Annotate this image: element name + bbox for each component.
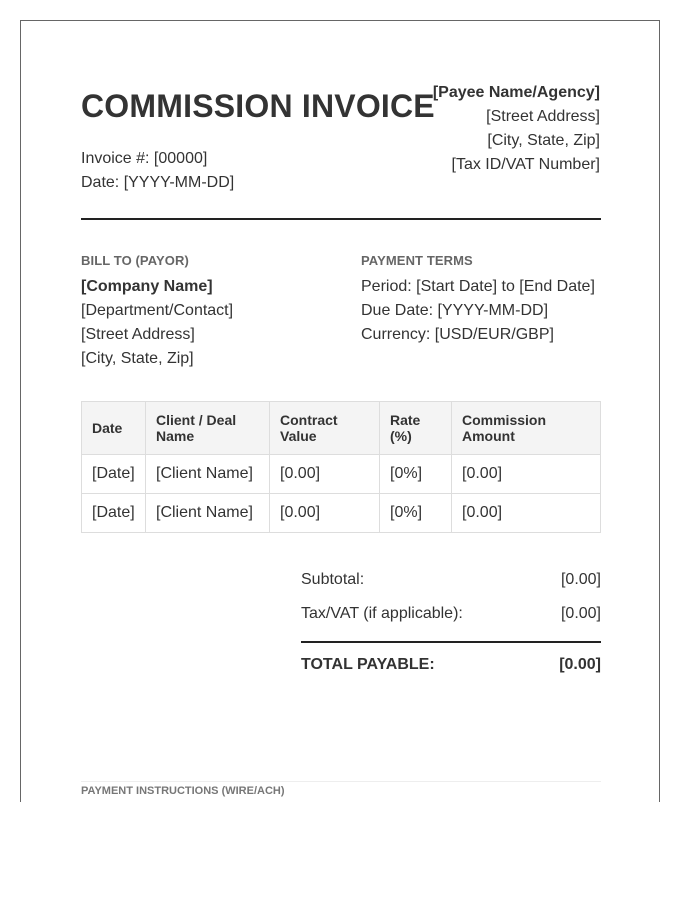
cell-date: [Date] bbox=[82, 455, 146, 494]
subtotal-label: Subtotal: bbox=[301, 571, 365, 588]
tax-label: Tax/VAT (if applicable): bbox=[301, 605, 463, 622]
tax-row bbox=[301, 605, 601, 625]
bill-to-city: [City, State, Zip] bbox=[81, 350, 194, 367]
tax-value: [0.00] bbox=[560, 605, 601, 622]
bill-to-street: [Street Address] bbox=[81, 326, 195, 343]
bill-to-block bbox=[81, 275, 233, 371]
cell-rate: [0%] bbox=[380, 455, 452, 494]
total-divider bbox=[301, 641, 601, 643]
cell-client: [Client Name] bbox=[146, 494, 270, 533]
payee-block bbox=[433, 81, 600, 177]
invoice-date: Date: [YYYY-MM-DD] bbox=[81, 174, 235, 191]
footer-divider bbox=[81, 781, 601, 782]
column-header-rate: Rate (%) bbox=[380, 402, 452, 455]
cell-commission: [0.00] bbox=[452, 455, 601, 494]
bill-to-department: [Department/Contact] bbox=[81, 302, 234, 319]
table-row bbox=[82, 494, 601, 533]
cell-contract-value: [0.00] bbox=[270, 455, 380, 494]
payment-terms-block bbox=[361, 275, 595, 347]
invoice-number: Invoice #: [00000] bbox=[81, 150, 208, 167]
column-header-date: Date bbox=[82, 402, 146, 455]
payee-city: [City, State, Zip] bbox=[487, 132, 600, 149]
table-row bbox=[82, 455, 601, 494]
column-header-contract-value: Contract Value bbox=[270, 402, 380, 455]
invoice-title: COMMISSION INVOICE bbox=[81, 88, 435, 124]
bill-to-label: BILL TO (PAYOR) bbox=[81, 253, 189, 268]
column-header-commission: Commission Amount bbox=[452, 402, 601, 455]
cell-date: [Date] bbox=[82, 494, 146, 533]
bill-to-company: [Company Name] bbox=[81, 278, 213, 295]
terms-period: Period: [Start Date] to [End Date] bbox=[361, 278, 595, 295]
cell-contract-value: [0.00] bbox=[270, 494, 380, 533]
payment-terms-label: PAYMENT TERMS bbox=[361, 253, 473, 268]
subtotal-row bbox=[301, 571, 601, 591]
payee-tax-id: [Tax ID/VAT Number] bbox=[451, 156, 600, 173]
total-value: [0.00] bbox=[559, 656, 601, 673]
table-header-row bbox=[82, 402, 601, 455]
cell-rate: [0%] bbox=[380, 494, 452, 533]
totals-block bbox=[301, 571, 601, 681]
invoice-meta bbox=[81, 147, 234, 195]
terms-currency: Currency: [USD/EUR/GBP] bbox=[361, 326, 554, 343]
invoice-page bbox=[20, 20, 660, 802]
payee-street: [Street Address] bbox=[486, 108, 600, 125]
cell-commission: [0.00] bbox=[452, 494, 601, 533]
header-divider bbox=[81, 218, 601, 220]
column-header-client: Client / Deal Name bbox=[146, 402, 270, 455]
line-items-table bbox=[81, 401, 601, 533]
cell-client: [Client Name] bbox=[146, 455, 270, 494]
terms-due-date: Due Date: [YYYY-MM-DD] bbox=[361, 302, 549, 319]
subtotal-value: [0.00] bbox=[560, 571, 601, 588]
total-label: TOTAL PAYABLE: bbox=[301, 656, 435, 673]
total-row bbox=[301, 656, 601, 676]
payee-name: [Payee Name/Agency] bbox=[432, 84, 600, 101]
payment-instructions-label: PAYMENT INSTRUCTIONS (WIRE/ACH) bbox=[81, 785, 285, 797]
